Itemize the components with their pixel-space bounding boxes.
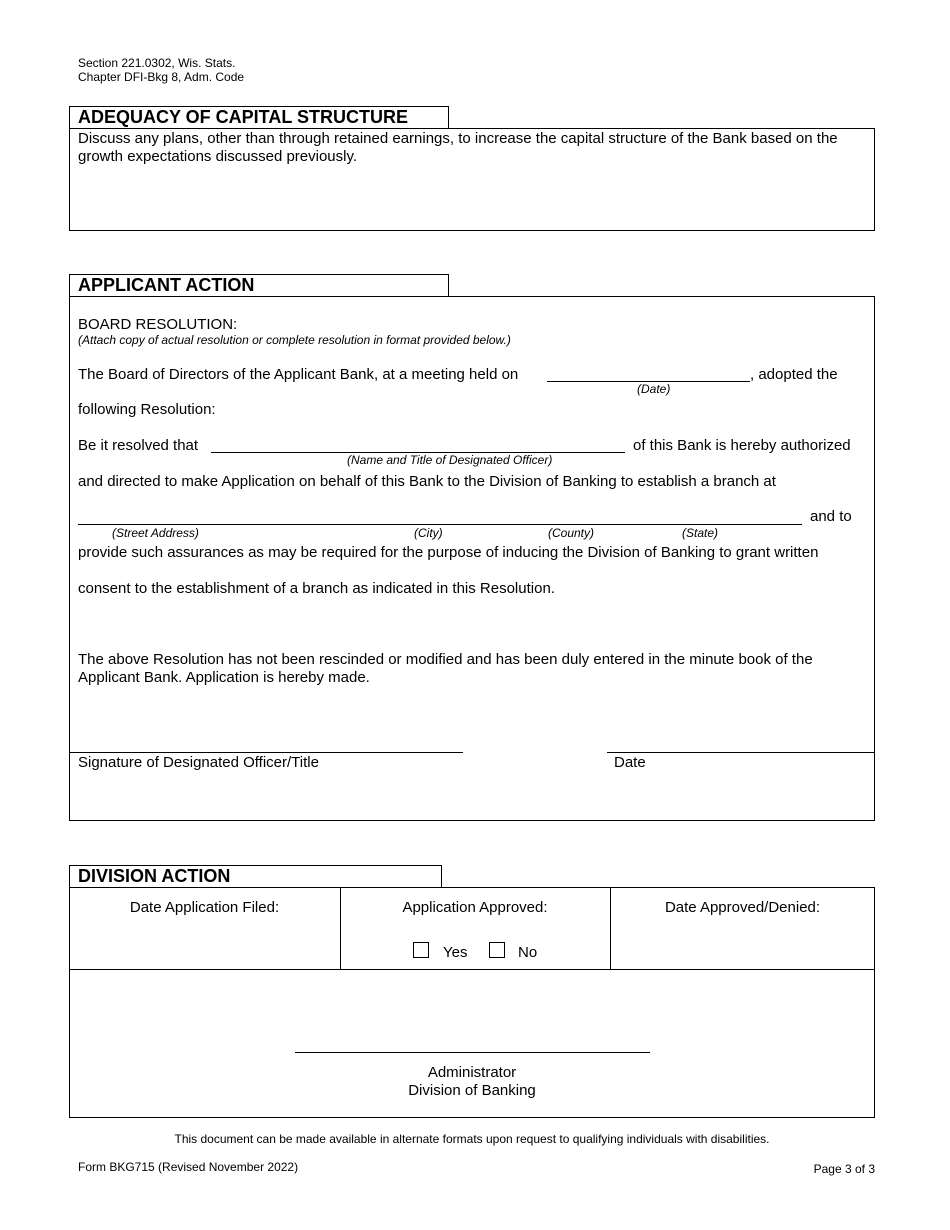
resolution-line-5: provide such assurances as may be required for the purpose of inducing the Division of Banking to grant written (78, 544, 819, 561)
applicant-section-title: APPLICANT ACTION (69, 274, 449, 297)
capital-prompt: Discuss any plans, other than through retained earnings, to increase the capital structure of the Bank based on the growth expectations discussed previously. (78, 130, 838, 165)
admin-code-reference: Chapter DFI-Bkg 8, Adm. Code (78, 70, 245, 84)
administrator-signature-line[interactable] (295, 1052, 650, 1053)
page-number: Page 3 of 3 (813, 1162, 875, 1176)
state-caption: (State) (682, 526, 719, 540)
resolution-line-3a: Be it resolved that (78, 437, 199, 454)
division-name-label: Division of Banking (408, 1082, 536, 1099)
date-approved-label: Date Approved/Denied: (664, 899, 821, 916)
branch-address-field[interactable] (78, 524, 802, 525)
signature-label: Signature of Designated Officer/Title (78, 754, 319, 771)
resolution-line-1a: The Board of Directors of the Applicant Bank, at a meeting held on (78, 366, 519, 383)
accessibility-notice: This document can be made available in alternate formats upon request to qualifying individuals with disabilities. (174, 1132, 770, 1146)
application-approved-label: Application Approved: (402, 899, 548, 916)
capital-section-title: ADEQUACY OF CAPITAL STRUCTURE (69, 106, 449, 129)
resolution-line-4: and directed to make Application on behalf of this Bank to the Division of Banking to establish a branch at (78, 473, 776, 490)
signature-date-label: Date (614, 754, 646, 771)
division-row-divider (69, 969, 875, 970)
signature-date-line[interactable] (607, 752, 875, 753)
date-filed-label: Date Application Filed: (129, 899, 280, 916)
approved-yes-checkbox[interactable] (413, 942, 429, 958)
county-caption: (County) (548, 526, 595, 540)
division-section-title: DIVISION ACTION (69, 865, 442, 888)
resolution-line-3b: of this Bank is hereby authorized (633, 437, 851, 454)
board-resolution-label: BOARD RESOLUTION: (78, 316, 238, 333)
approved-no-checkbox[interactable] (489, 942, 505, 958)
street-caption: (Street Address) (112, 526, 199, 540)
resolution-line-1b: , adopted the (750, 366, 838, 383)
officer-caption: (Name and Title of Designated Officer) (347, 453, 553, 467)
city-caption: (City) (414, 526, 443, 540)
date-caption: (Date) (637, 382, 671, 396)
signature-line[interactable] (69, 752, 463, 753)
administrator-label: Administrator (427, 1064, 517, 1081)
approved-no-label: No (518, 944, 538, 961)
resolution-line-2: following Resolution: (78, 401, 216, 418)
and-to-text: and to (810, 508, 852, 525)
form-id: Form BKG715 (Revised November 2022) (78, 1160, 299, 1174)
resolution-line-6: consent to the establishment of a branch as indicated in this Resolution. (78, 580, 555, 597)
attach-note: (Attach copy of actual resolution or complete resolution in format provided below.) (78, 333, 511, 347)
statute-reference: Section 221.0302, Wis. Stats. (78, 56, 236, 70)
approved-yes-label: Yes (443, 944, 468, 961)
resolution-statement: The above Resolution has not been rescinded or modified and has been duly entered in the minute book of the Applicant Bank. Application is hereby made. (78, 651, 813, 686)
